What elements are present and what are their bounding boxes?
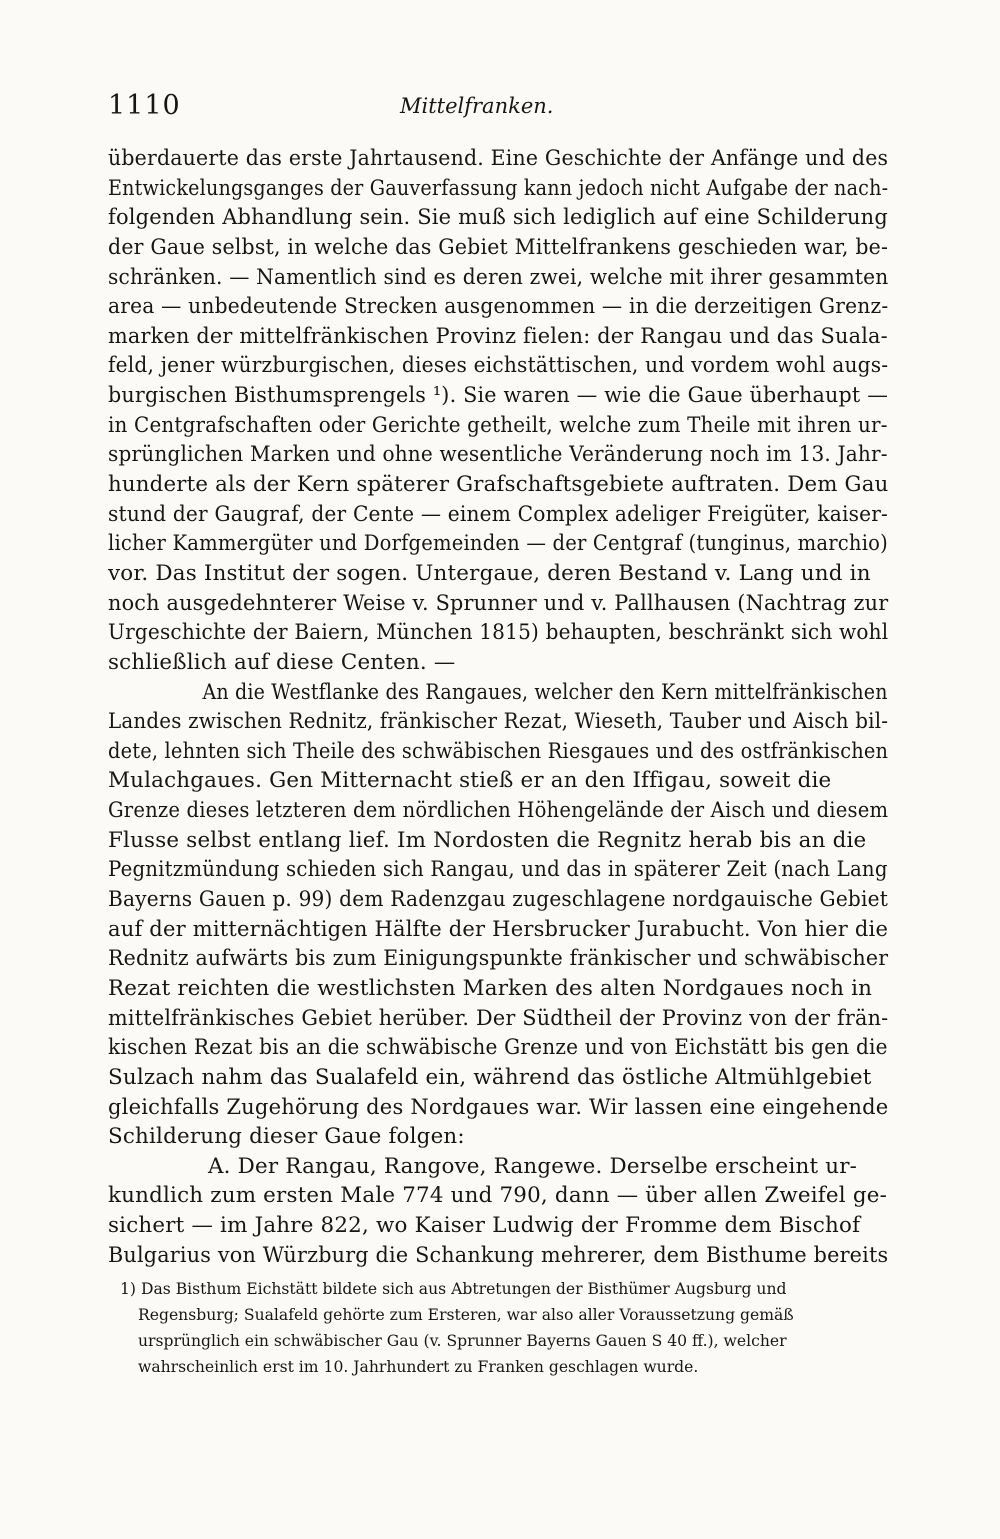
text-line: kischen Rezat bis an die schwäbische Grenze und von Eichstätt bis gen die (108, 1035, 888, 1061)
body-text (108, 144, 888, 1270)
text-line: noch ausgedehnterer Weise v. Sprunner und v. Pallhausen (Nachtrag zur (108, 590, 889, 616)
text-line: stund der Gaugraf, der Cente — einem Complex adeliger Freigüter, kaiser- (108, 501, 889, 527)
footnote-line: 1) Das Bisthum Eichstätt bildete sich aus Abtretungen der Bisthümer Augsburg und (120, 1280, 787, 1298)
text-line: Mulachgaues. Gen Mitternacht stieß er an den Iffigau, soweit die (108, 768, 832, 794)
text-line: schränken. — Namentlich sind es deren zwei, welche mit ihrer gesammten (108, 264, 889, 290)
footnote-line: ursprünglich ein schwäbischer Gau (v. Sprunner Bayerns Gauen S 40 ff.), welcher (138, 1332, 787, 1350)
text-line: sichert — im Jahre 822, wo Kaiser Ludwig der Fromme dem Bischof (108, 1213, 861, 1239)
text-line: Entwickelungsganges der Gauverfassung kann jedoch nicht Aufgabe der nach- (108, 175, 889, 201)
text-line: Bayerns Gauen p. 99) dem Radenzgau zugeschlagene nordgauische Gebiet (108, 887, 888, 913)
running-head: Mittelfranken. (400, 94, 554, 118)
text-line: burgischen Bisthumsprengels ¹). Sie waren — wie die Gaue überhaupt — (108, 383, 889, 409)
text-line: feld, jener würzburgischen, dieses eichstättischen, und vordem wohl augs- (108, 353, 889, 379)
text-line: auf der mitternächtigen Hälfte der Hersbrucker Jurabucht. Von hier die (108, 916, 889, 942)
text-line: der Gaue selbst, in welche das Gebiet Mittelfrankens geschieden war, be- (108, 234, 889, 260)
text-line: schließlich auf diese Centen. — (108, 649, 456, 675)
text-line: in Centgrafschaften oder Gerichte getheilt, welche zum Theile mit ihren ur- (108, 412, 888, 438)
text-line: kundlich zum ersten Male 774 und 790, dann — über allen Zweifel ge- (108, 1183, 888, 1209)
text-line: überdauerte das erste Jahrtausend. Eine Geschichte der Anfänge und des (108, 146, 889, 171)
text-line: Urgeschichte der Baiern, München 1815) behaupten, beschränkt sich wohl (108, 620, 889, 646)
text-line: Pegnitzmündung schieden sich Rangau, und das in späterer Zeit (nach Lang (108, 857, 888, 883)
text-line: Rednitz aufwärts bis zum Einigungspunkte fränkischer und schwäbischer (108, 946, 889, 972)
text-line: gleichfalls Zugehörung des Nordgaues war. Wir lassen eine eingehende (108, 1094, 889, 1120)
section-heading-line: A. Der Rangau, Rangove, Rangewe. Derselbe erscheint ur- (208, 1153, 858, 1179)
footnote-line: Regensburg; Sualafeld gehörte zum Ersteren, war also aller Voraussetzung gemäß (138, 1306, 794, 1324)
page-header (108, 90, 888, 130)
text-line: area — unbedeutende Strecken ausgenommen — in die derzeitigen Grenz- (108, 294, 889, 320)
text-line: Sulzach nahm das Sualafeld ein, während das östliche Altmühlgebiet (108, 1064, 872, 1090)
text-line: An die Westflanke des Rangaues, welcher den Kern mittelfränkischen (202, 679, 888, 705)
text-line: Schilderung dieser Gaue folgen: (108, 1124, 465, 1150)
footnote-line: wahrscheinlich erst im 10. Jahrhundert zu Franken geschlagen wurde. (138, 1358, 699, 1376)
text-line: hunderte als der Kern späterer Grafschaftsgebiete auftraten. Dem Gau (108, 472, 889, 498)
text-line: Rezat reichten die westlichsten Marken des alten Nordgaues noch in (108, 975, 873, 1001)
text-line: vor. Das Institut der sogen. Untergaue, deren Bestand v. Lang und in (108, 560, 871, 586)
text-line: Grenze dieses letzteren dem nördlichen Höhengelände der Aisch und diesem (108, 798, 889, 824)
page-number: 1110 (108, 90, 181, 121)
text-line: sprünglichen Marken und ohne wesentliche Veränderung noch im 13. Jahr- (108, 442, 888, 468)
text-line: Landes zwischen Rednitz, fränkischer Rezat, Wieseth, Tauber und Aisch bil- (108, 709, 889, 735)
text-line: marken der mittelfränkischen Provinz fielen: der Rangau und das Suala- (108, 323, 888, 349)
text-line: mittelfränkisches Gebiet herüber. Der Südtheil der Provinz von der frän- (108, 1005, 889, 1031)
text-line: licher Kammergüter und Dorfgemeinden — der Centgraf (tunginus, marchio) (108, 531, 888, 557)
text-line: folgenden Abhandlung sein. Sie muß sich lediglich auf eine Schilderung (108, 205, 888, 231)
text-line: Flusse selbst entlang lief. Im Nordosten die Regnitz herab bis an die (108, 827, 867, 853)
text-line: Bulgarius von Würzburg die Schankung mehrerer, dem Bisthume bereits (108, 1242, 889, 1268)
footnotes (120, 1276, 885, 1380)
text-line: dete, lehnten sich Theile des schwäbischen Riesgaues und des ostfränkischen (108, 738, 889, 764)
